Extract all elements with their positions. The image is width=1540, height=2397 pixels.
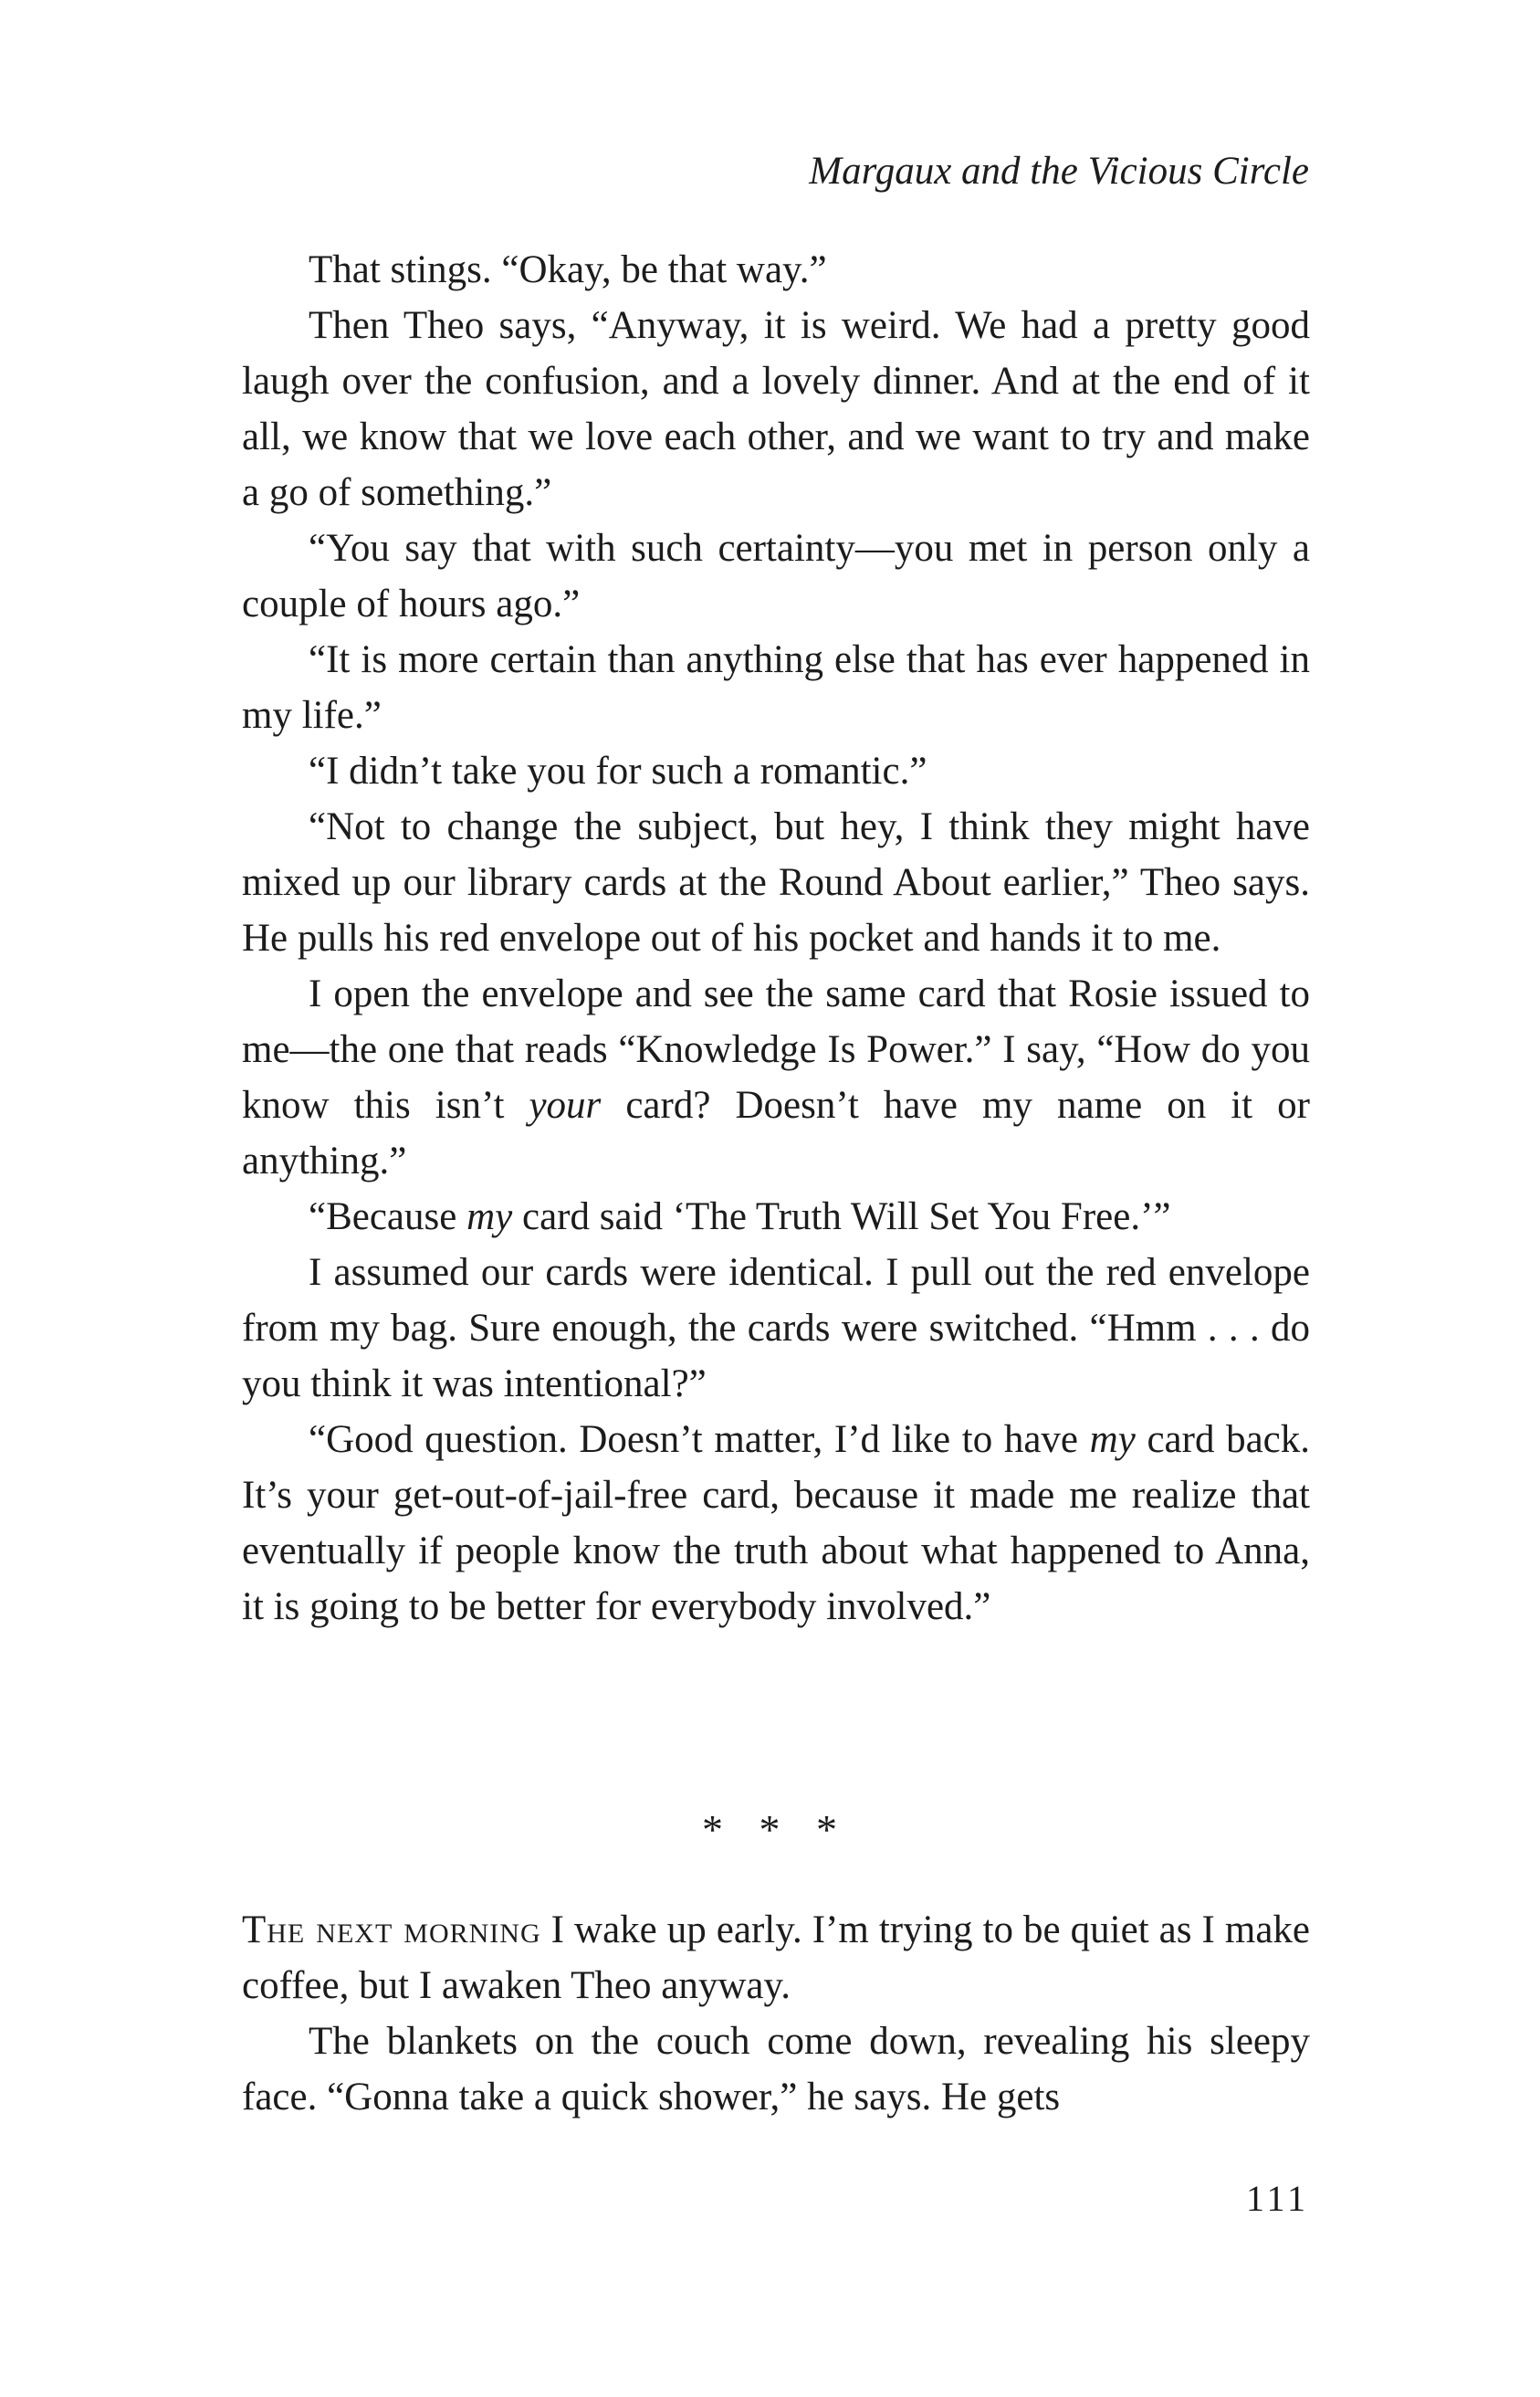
scene-break: * * *	[702, 1806, 850, 1853]
paragraph: Then Theo says, “Anyway, it is weird. We had a pretty good laugh over the confusion, and a lovely dinner. And at the end of it all, we know that we love each other, and we want to try and make a go of something.”	[242, 304, 1310, 514]
italic-word: your	[529, 1084, 602, 1127]
paragraph: The blankets on the couch come down, revealing his sleepy face. “Gonna take a quick shower,” he says. He gets	[242, 2020, 1310, 2118]
lead-in-small-caps: The next morning	[242, 1908, 541, 1951]
running-head: Margaux and the Vicious Circle	[809, 150, 1309, 193]
paragraph: That stings. “Okay, be that way.”	[309, 248, 827, 291]
paragraph-text: card back. It’s your get-out-of-jail-free card, because it made me realize that eventually if people know the truth about what happened to Anna, it is going to be better for everybody involved.”	[242, 1418, 1310, 1628]
paragraph-text: “Because	[309, 1195, 467, 1238]
paragraph-text: “Good question. Doesn’t matter, I’d like to have	[309, 1418, 1090, 1461]
italic-word: my	[1089, 1418, 1136, 1461]
paragraph	[242, 966, 1310, 1189]
paragraph-text: card said ‘The Truth Will Set You Free.’”	[512, 1195, 1171, 1238]
paragraph: “You say that with such certainty—you met in person only a couple of hours ago.”	[242, 527, 1310, 626]
paragraph-text: I wake up early. I’m trying to be quiet as I make coffee, but I awaken Theo anyway.	[242, 1908, 1310, 2007]
paragraph: “It is more certain than anything else that has ever happened in my life.”	[242, 638, 1310, 737]
paragraph	[242, 1412, 1310, 1635]
paragraph	[242, 1902, 1310, 2013]
body-text	[242, 242, 1310, 1635]
paragraph	[242, 1189, 1310, 1245]
paragraph-text: I open the envelope and see the same card that Rosie issued to me—the one that reads “Knowledge Is Power.” I say, “How do you know this isn’t	[242, 972, 1310, 1127]
body-text-section-2	[242, 1902, 1310, 2125]
paragraph: “Not to change the subject, but hey, I think they might have mixed up our library cards at the Round About earlier,” Theo says. He pulls his red envelope out of his pocket and hands it to me.	[242, 805, 1310, 960]
paragraph: I assumed our cards were identical. I pull out the red envelope from my bag. Sure enough, the cards were switched. “Hmm . . . do you think it was intentional?”	[242, 1251, 1310, 1405]
italic-word: my	[466, 1195, 513, 1238]
paragraph-text: card? Doesn’t have my name on it or anything.”	[242, 1084, 1310, 1183]
paragraph: “I didn’t take you for such a romantic.”	[309, 750, 927, 793]
page-number: 111	[1245, 2178, 1309, 2219]
